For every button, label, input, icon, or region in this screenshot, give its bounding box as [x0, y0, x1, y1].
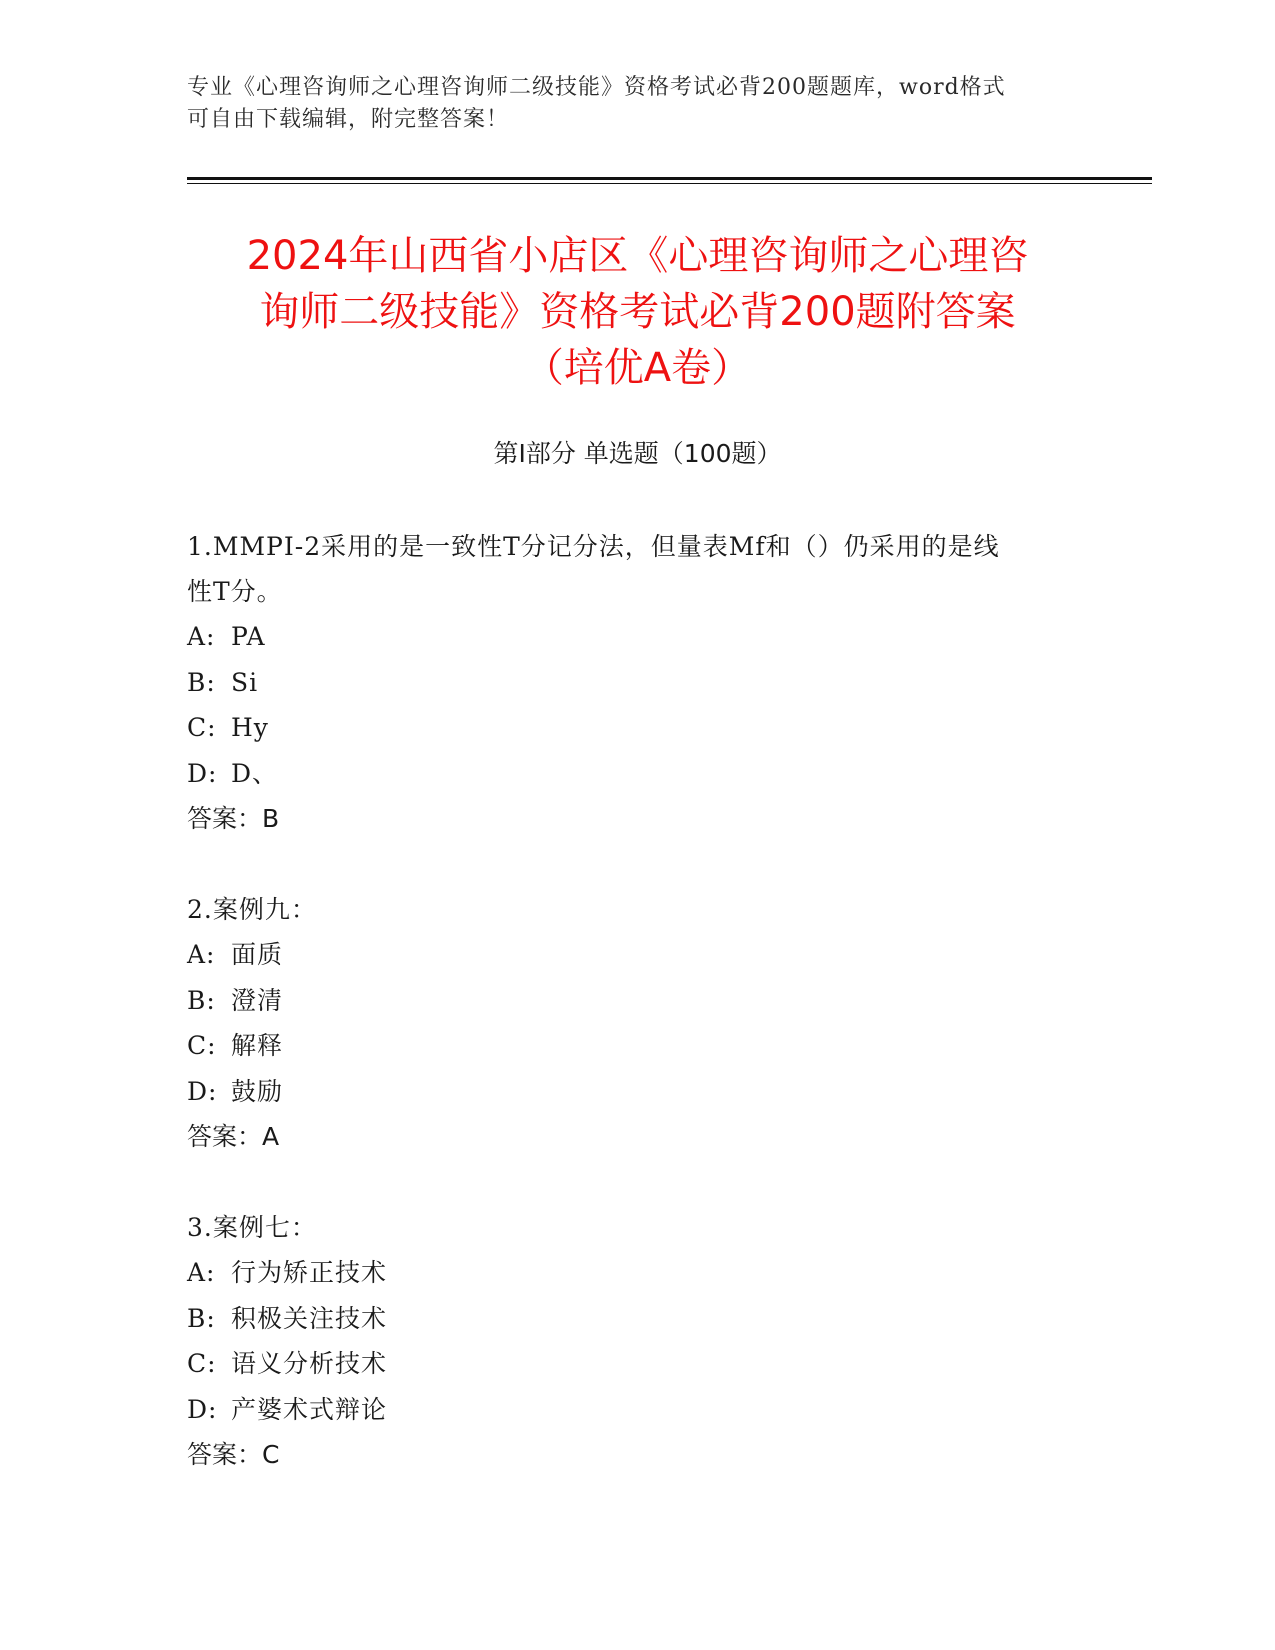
document-title-line: 询师二级技能》资格考试必背200题附答案 [259, 289, 1016, 335]
option-c [187, 1023, 1087, 1069]
header-note-line: 专业《心理咨询师之心理咨询师二级技能》资格考试必背200题题库，word格式 [187, 75, 1006, 100]
option-key: D: [187, 1076, 218, 1106]
option-text: 澄清 [231, 985, 284, 1015]
option-c [187, 705, 1087, 751]
answer-line: 答案：B [187, 804, 280, 833]
option-text: Si [231, 667, 259, 697]
question-stem [187, 524, 1087, 614]
section-heading: 第Ⅰ部分 单选题（100题） [493, 439, 782, 468]
option-text: 产婆术式辩论 [231, 1394, 388, 1424]
option-a [187, 614, 1087, 660]
option-a [187, 932, 1087, 978]
option-b [187, 660, 1087, 706]
option-text: 鼓励 [231, 1076, 284, 1106]
option-text: PA [231, 622, 266, 651]
question-stem-line: 性T分。 [187, 577, 283, 606]
option-b [187, 1296, 1087, 1342]
option-key: B: [187, 667, 216, 697]
option-d [187, 1069, 1087, 1115]
document-title-line: 2024年山西省小店区《心理咨询师之心理咨 [246, 233, 1029, 279]
option-key: D: [187, 1394, 218, 1424]
option-d [187, 751, 1087, 797]
header-note [187, 72, 1067, 136]
option-c [187, 1341, 1087, 1387]
option-key: A: [187, 622, 216, 651]
answer-line: 答案：C [187, 1440, 280, 1469]
option-d [187, 1387, 1087, 1433]
question-item [187, 887, 1087, 1159]
option-key: C: [187, 1349, 217, 1378]
option-text: 语义分析技术 [231, 1349, 388, 1378]
header-divider-thin [187, 183, 1152, 184]
option-text: 积极关注技术 [231, 1303, 388, 1333]
option-key: C: [187, 713, 217, 742]
option-key: B: [187, 985, 216, 1015]
question-stem-line: 2.案例九： [187, 895, 317, 924]
header-divider-thick [187, 177, 1152, 180]
option-key: B: [187, 1303, 216, 1333]
option-text: D、 [231, 758, 279, 788]
option-key: A: [187, 940, 216, 969]
option-key: D: [187, 758, 218, 788]
question-item [187, 1205, 1087, 1477]
answer-line: 答案：A [187, 1122, 280, 1151]
option-a [187, 1250, 1087, 1296]
option-text: 行为矫正技术 [231, 1258, 388, 1287]
option-key: A: [187, 1258, 216, 1287]
option-key: C: [187, 1031, 217, 1060]
question-stem [187, 887, 1087, 932]
option-b [187, 978, 1087, 1024]
header-note-line: 可自由下载编辑，附完整答案！ [187, 107, 510, 132]
option-text: Hy [231, 713, 269, 742]
question-stem-line: 1.MMPI-2采用的是一致性T分记分法，但量表Mf和（）仍采用的是线 [187, 532, 1000, 561]
question-stem-line: 3.案例七： [187, 1213, 317, 1242]
document-title [140, 228, 1135, 396]
document-title-line: （培优A卷） [523, 345, 752, 391]
option-text: 面质 [231, 940, 284, 969]
option-text: 解释 [231, 1031, 284, 1060]
question-item [187, 524, 1087, 841]
question-stem [187, 1205, 1087, 1250]
